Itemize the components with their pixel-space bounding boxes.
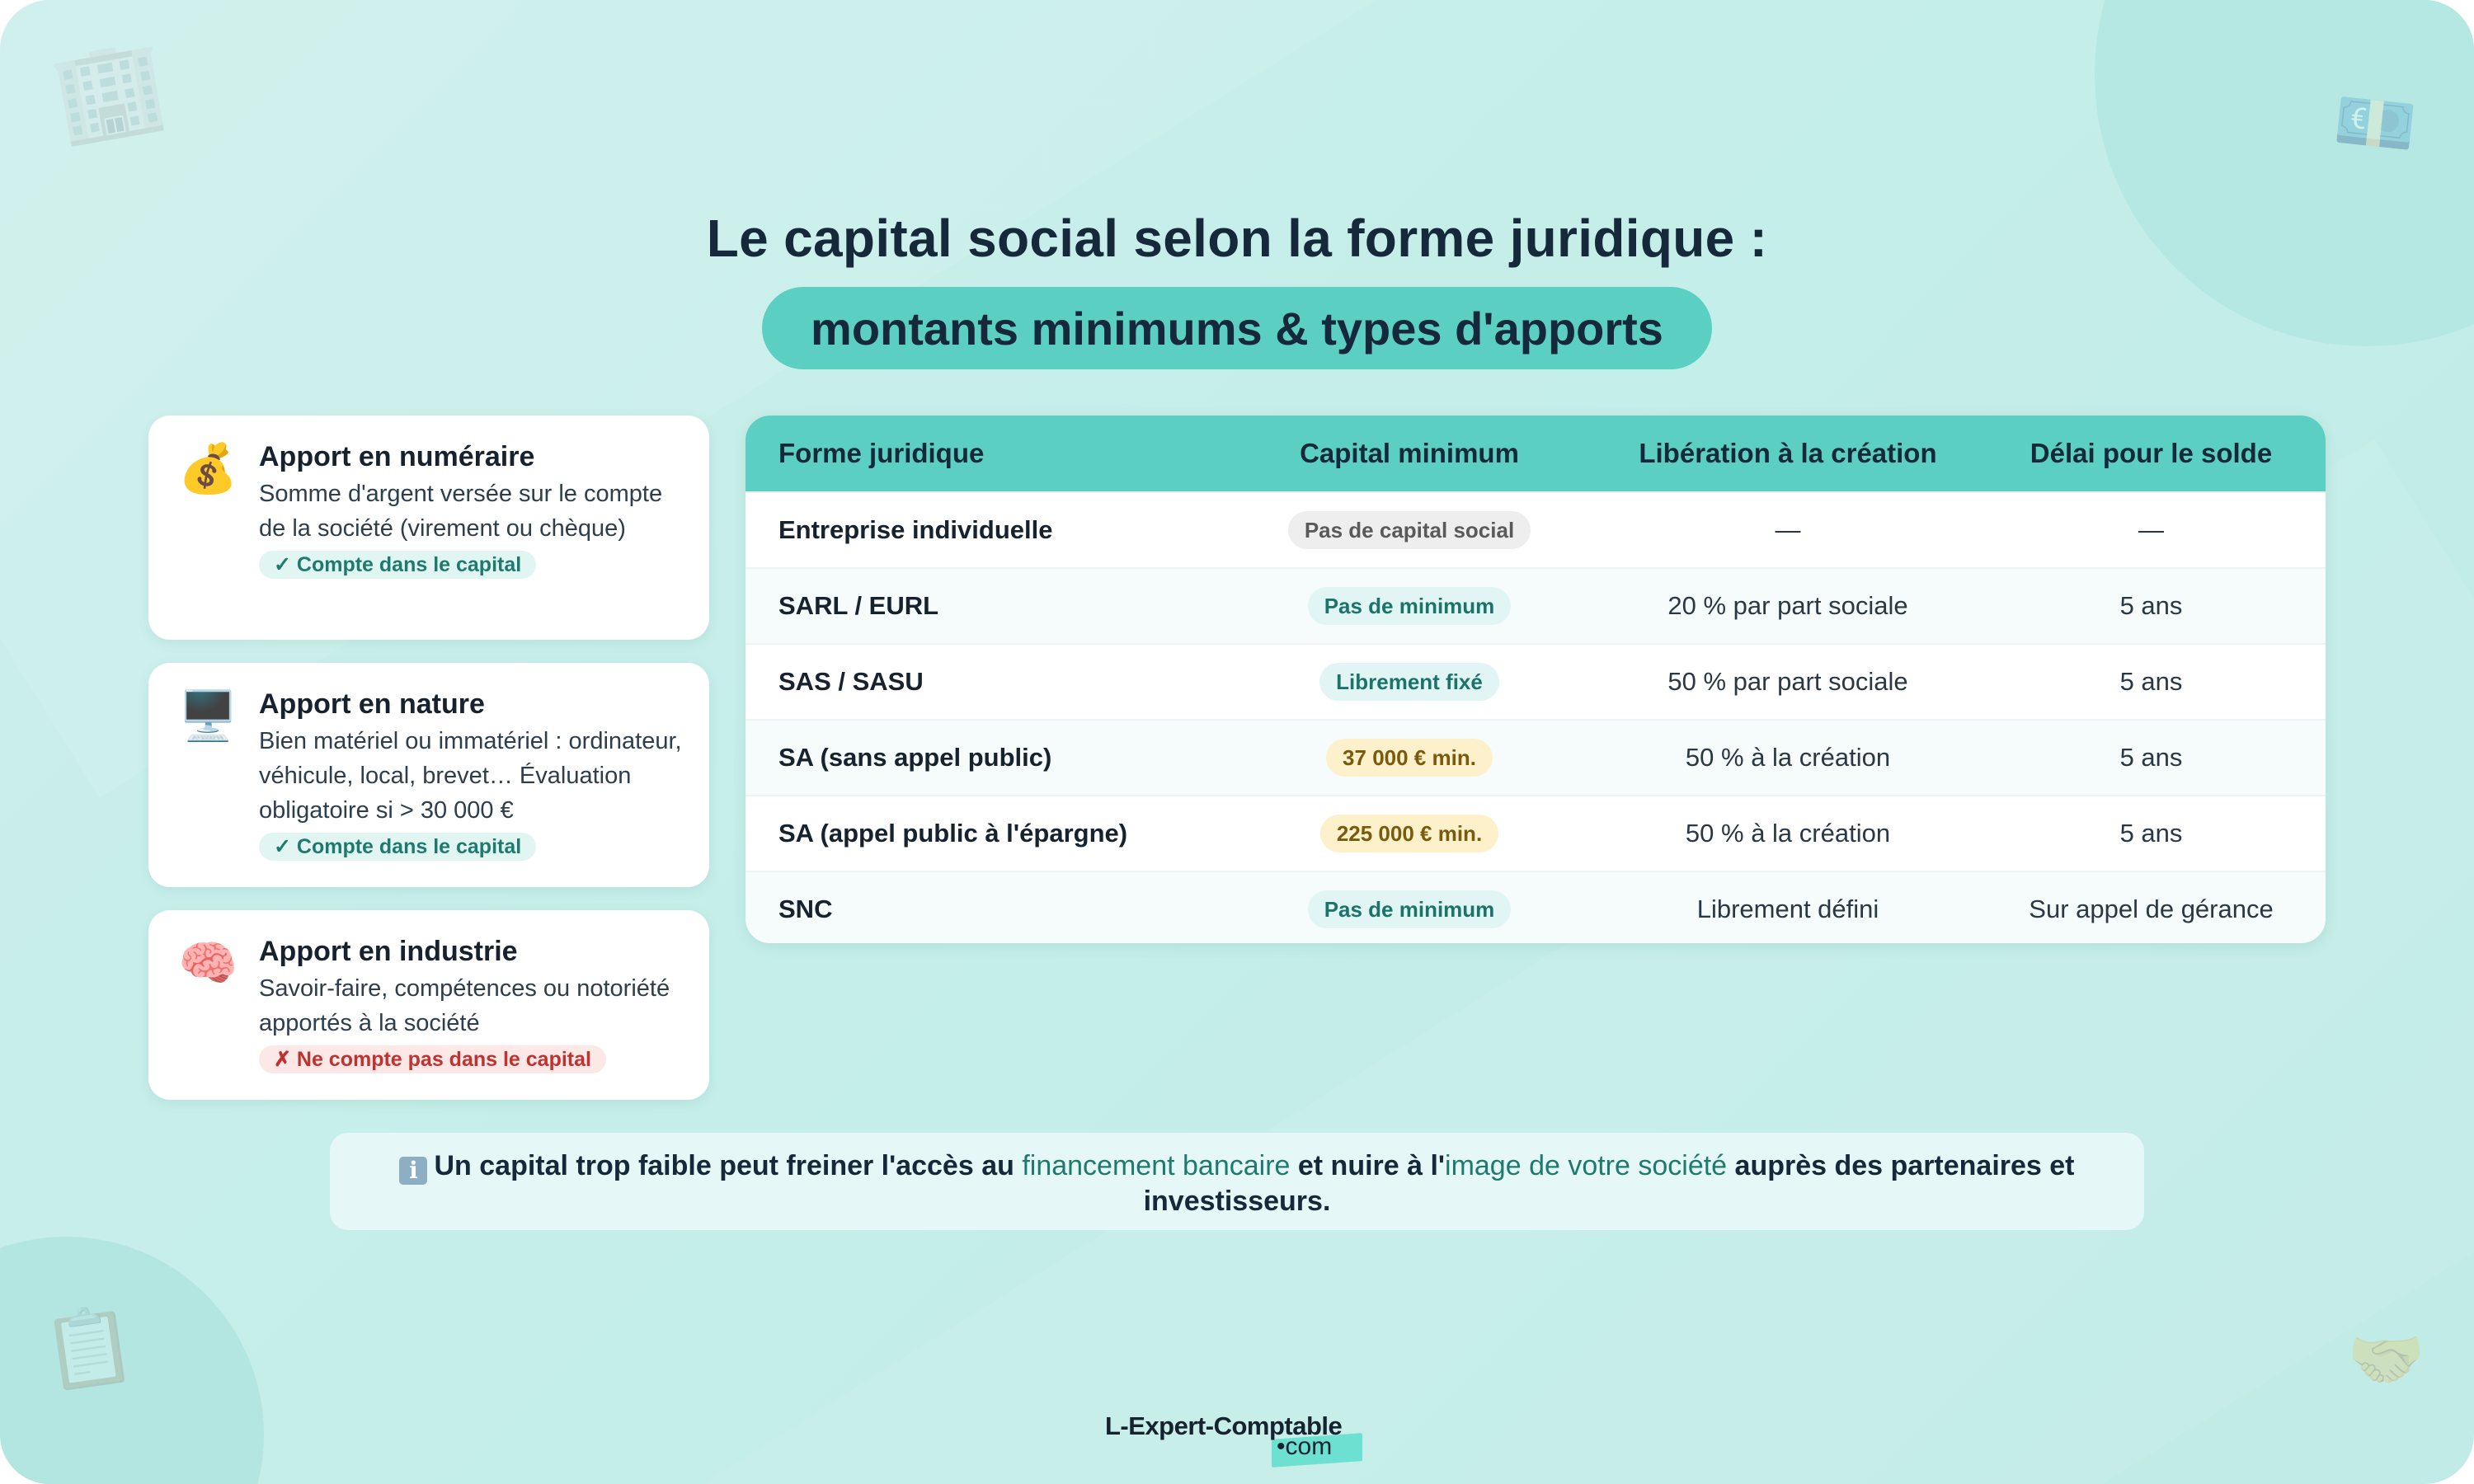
- cell-delai: 5 ans: [2119, 819, 2183, 848]
- logo-suffix: •com: [1277, 1433, 1333, 1460]
- card-description: Somme d'argent versée sur le compte de la société (virement ou chèque): [259, 481, 663, 542]
- card-title: Apport en industrie: [259, 936, 518, 967]
- table-row: [745, 567, 2326, 643]
- cell-delai: 5 ans: [2119, 667, 2183, 696]
- apport-card-nature: [148, 663, 709, 887]
- table-header: [745, 416, 2326, 491]
- capital-badge: Pas de minimum: [1308, 890, 1512, 928]
- column-header-forme: Forme juridique: [778, 438, 985, 468]
- office-building-icon: 🏢: [45, 30, 174, 149]
- apport-card-numeraire: [148, 416, 709, 640]
- note-highlight-image: image de votre société: [1445, 1150, 1728, 1181]
- capital-badge: Pas de capital social: [1288, 511, 1531, 549]
- note-text: auprès des partenaires et investisseurs.: [1143, 1150, 2075, 1217]
- info-icon: i: [399, 1157, 427, 1185]
- cell-forme: SA (appel public à l'épargne): [778, 819, 1128, 848]
- cell-delai: 5 ans: [2119, 591, 2183, 620]
- column-header-capital: Capital minimum: [1300, 438, 1519, 468]
- info-note: [330, 1133, 2144, 1230]
- note-text: Un capital trop faible peut freiner l'accès au: [434, 1150, 1023, 1181]
- table-row: [745, 643, 2326, 719]
- handshake-icon: 🤝: [2347, 1325, 2425, 1395]
- table-row: [745, 491, 2326, 567]
- capital-badge: 37 000 € min.: [1326, 739, 1493, 777]
- cell-liberation: 50 % à la création: [1685, 819, 1891, 848]
- card-description: Savoir-faire, compétences ou notoriété apportés à la société: [259, 975, 670, 1036]
- cell-liberation: Librement défini: [1696, 895, 1879, 923]
- table-row: [745, 871, 2326, 943]
- note-highlight-financement: financement bancaire: [1022, 1150, 1291, 1181]
- status-badge: ✓ Compte dans le capital: [259, 833, 536, 861]
- column-header-delai: Délai pour le solde: [2030, 438, 2273, 468]
- table-row: [745, 719, 2326, 795]
- status-badge: ✓ Compte dans le capital: [259, 551, 536, 579]
- cell-delai: —: [2138, 515, 2164, 544]
- background-blob-top-right: [2095, 0, 2474, 346]
- cell-forme: SA (sans appel public): [778, 743, 1052, 772]
- table-row: [745, 795, 2326, 871]
- page-title: Le capital social selon la forme juridique :: [706, 209, 1768, 268]
- brand-logo: [1105, 1411, 1369, 1469]
- page-subtitle: montants minimums & types d'apports: [762, 287, 1712, 369]
- card-title: Apport en numéraire: [259, 441, 535, 472]
- cell-liberation: 20 % par part sociale: [1667, 591, 1908, 620]
- apport-card-industrie: [148, 910, 709, 1100]
- money-bag-icon: 💰: [178, 442, 238, 495]
- cell-forme: SARL / EURL: [778, 591, 939, 620]
- cell-liberation: 50 % par part sociale: [1667, 667, 1908, 696]
- capital-badge: 225 000 € min.: [1320, 815, 1498, 852]
- column-header-liberation: Libération à la création: [1639, 438, 1937, 468]
- cell-liberation: 50 % à la création: [1685, 743, 1891, 772]
- legal-forms-table: [745, 416, 2326, 943]
- brain-icon: 🧠: [178, 937, 238, 990]
- capital-badge: Pas de minimum: [1308, 587, 1512, 625]
- cell-liberation: —: [1775, 515, 1801, 544]
- capital-badge: Librement fixé: [1319, 663, 1499, 701]
- euro-banknote-icon: 💶: [2330, 82, 2420, 164]
- note-text: et nuire à l': [1290, 1150, 1446, 1181]
- status-badge: ✗ Ne compte pas dans le capital: [259, 1045, 606, 1073]
- desktop-computer-icon: 🖥️: [178, 689, 238, 743]
- cell-forme: Entreprise individuelle: [778, 515, 1053, 544]
- cell-delai: 5 ans: [2119, 743, 2183, 772]
- cell-forme: SNC: [778, 895, 833, 923]
- cell-delai: Sur appel de gérance: [2029, 895, 2274, 923]
- clipboard-icon: 📋: [37, 1300, 141, 1396]
- card-description: Bien matériel ou immatériel : ordinateur, véhicule, local, brevet… Évaluation obligatoire si > 30 000 €: [259, 728, 682, 824]
- card-title: Apport en nature: [259, 688, 485, 720]
- cell-forme: SAS / SASU: [778, 667, 924, 696]
- logo-text: L-Expert-Comptable: [1105, 1411, 1343, 1440]
